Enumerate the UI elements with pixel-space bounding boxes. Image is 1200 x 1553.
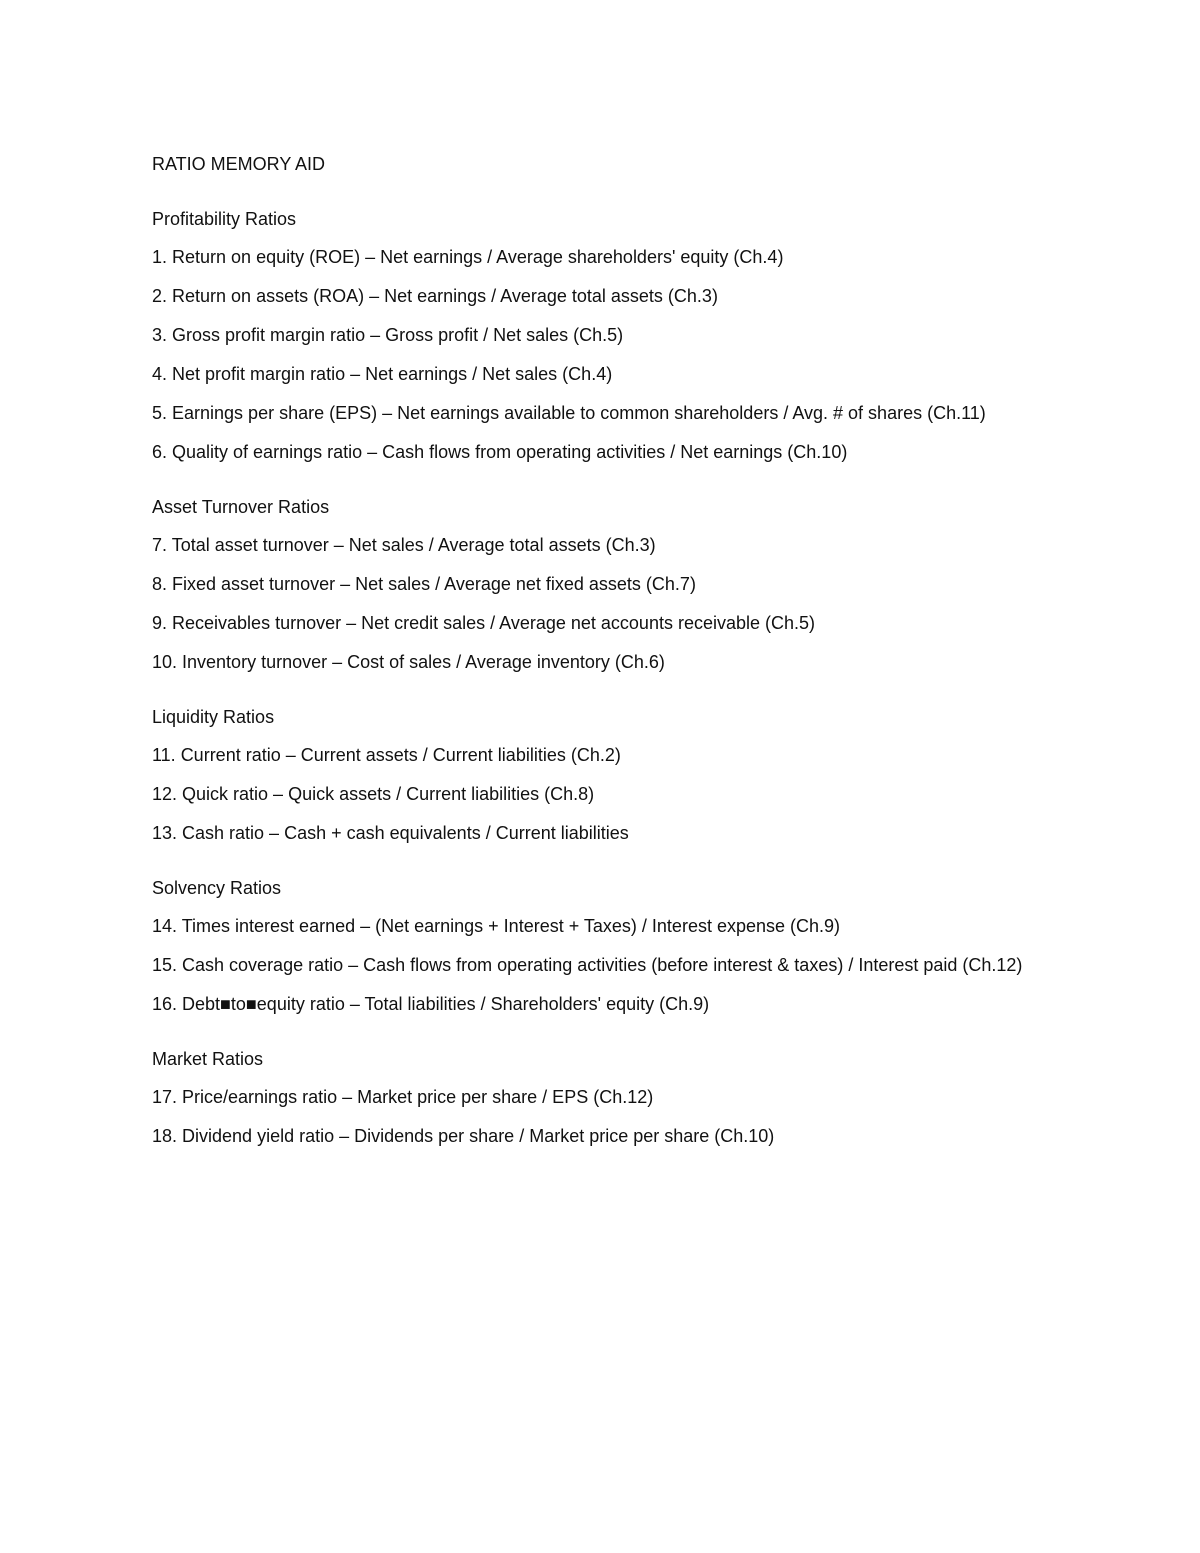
ratio-item: 4. Net profit margin ratio – Net earnings / Net sales (Ch.4): [152, 364, 613, 384]
document-page: [152, 152, 1052, 1179]
section-profitability: [152, 207, 1052, 464]
section-heading: Market Ratios: [152, 1049, 264, 1069]
ratio-item: 7. Total asset turnover – Net sales / Average total assets (Ch.3): [152, 535, 656, 555]
ratio-item: 12. Quick ratio – Quick assets / Current liabilities (Ch.8): [152, 784, 595, 804]
section-liquidity: [152, 705, 1052, 845]
ratio-list: [152, 915, 1052, 1016]
ratio-item: 2. Return on assets (ROA) – Net earnings / Average total assets (Ch.3): [152, 286, 718, 306]
ratio-list: [152, 246, 1052, 464]
ratio-list: [152, 1086, 1052, 1148]
ratio-item: 6. Quality of earnings ratio – Cash flows from operating activities / Net earnings (Ch.10): [152, 442, 848, 462]
section-market: [152, 1047, 1052, 1148]
section-heading: Profitability Ratios: [152, 209, 297, 229]
ratio-item: 16. Debt■to■equity ratio – Total liabilities / Shareholders' equity (Ch.9): [152, 994, 710, 1014]
document-title: RATIO MEMORY AID: [152, 154, 326, 174]
ratio-item: 1. Return on equity (ROE) – Net earnings / Average shareholders' equity (Ch.4): [152, 247, 784, 267]
section-asset-turnover: [152, 495, 1052, 674]
ratio-item: 17. Price/earnings ratio – Market price per share / EPS (Ch.12): [152, 1087, 654, 1107]
ratio-item: 11. Current ratio – Current assets / Current liabilities (Ch.2): [152, 745, 621, 765]
ratio-item: 3. Gross profit margin ratio – Gross profit / Net sales (Ch.5): [152, 325, 624, 345]
ratio-item: 14. Times interest earned – (Net earnings + Interest + Taxes) / Interest expense (Ch.9): [152, 916, 841, 936]
ratio-item: 5. Earnings per share (EPS) – Net earnings available to common shareholders / Avg. # of shares (Ch.11): [152, 403, 986, 423]
ratio-item: 9. Receivables turnover – Net credit sales / Average net accounts receivable (Ch.5): [152, 613, 816, 633]
section-solvency: [152, 876, 1052, 1016]
section-heading: Liquidity Ratios: [152, 707, 275, 727]
section-heading: Asset Turnover Ratios: [152, 497, 330, 517]
section-heading: Solvency Ratios: [152, 878, 282, 898]
ratio-list: [152, 744, 1052, 845]
ratio-item: 13. Cash ratio – Cash + cash equivalents / Current liabilities: [152, 823, 629, 843]
ratio-list: [152, 534, 1052, 674]
ratio-item: 18. Dividend yield ratio – Dividends per share / Market price per share (Ch.10): [152, 1126, 775, 1146]
ratio-item: 15. Cash coverage ratio – Cash flows from operating activities (before interest & taxes) / Interest paid (Ch.12): [152, 955, 1023, 975]
ratio-item: 8. Fixed asset turnover – Net sales / Average net fixed assets (Ch.7): [152, 574, 696, 594]
ratio-item: 10. Inventory turnover – Cost of sales / Average inventory (Ch.6): [152, 652, 665, 672]
